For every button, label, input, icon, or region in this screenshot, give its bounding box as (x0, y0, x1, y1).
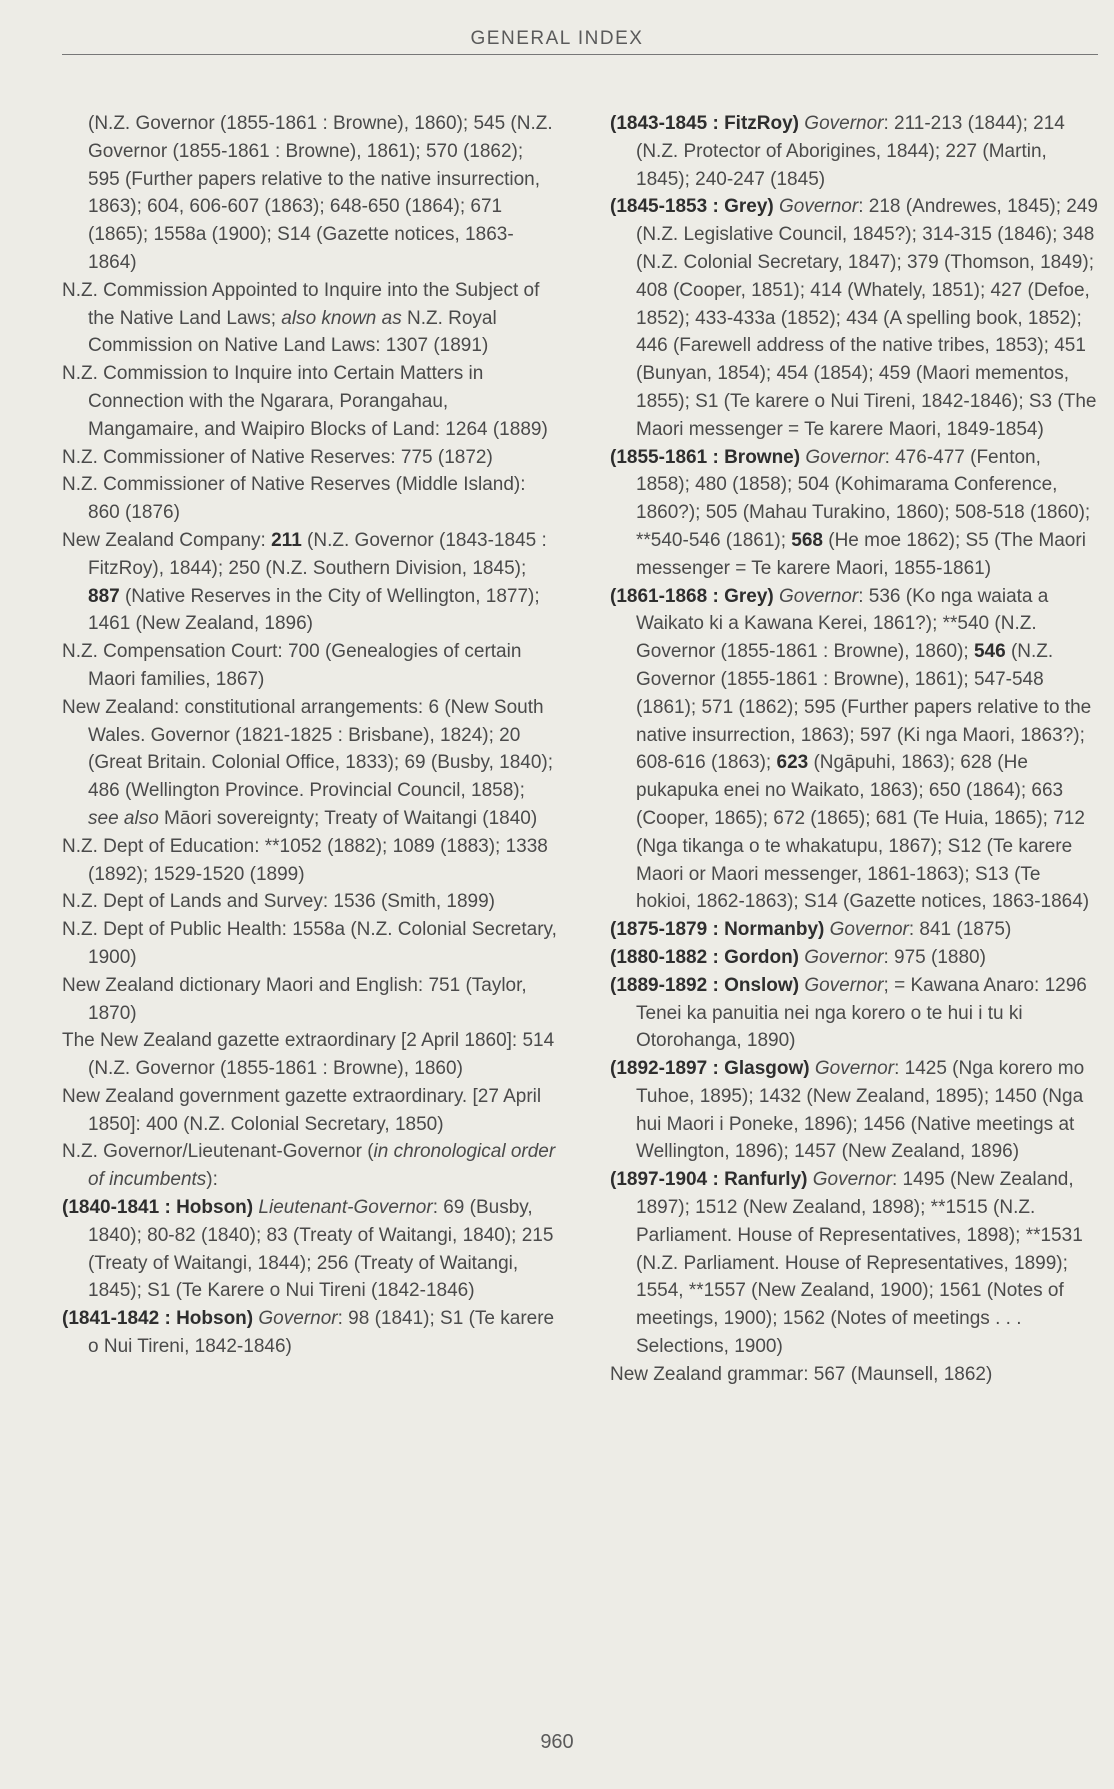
entry-italic-text: Governor (779, 585, 859, 607)
entry-text: N.Z. Commissioner of Native Reserves (Middle Island): 860 (1876) (62, 474, 526, 524)
entry-text: N.Z. Dept of Lands and Survey: 1536 (Smith, 1899) (62, 891, 496, 913)
entry-text: N.Z. Dept of Education: **1052 (1882); 1089 (1883); 1338 (1892); 1529-1520 (1899) (62, 835, 548, 885)
index-entry (610, 583, 1098, 917)
entry-text: : 98 (1841); S1 (Te karere o Nui Tireni, 1842-1846) (88, 1308, 555, 1358)
entry-text: : 476-477 (Fenton, 1858); 480 (1858); 504 (Kohimarama Conference, 1860?); 505 (Mahau Turakino, 1860); 508-518 (1860); **540-546 (1861); (636, 446, 1091, 551)
index-entry (62, 916, 560, 972)
entry-text: Māori sovereignty; Treaty of Waitangi (1840) (158, 807, 538, 829)
index-entry (610, 916, 1098, 944)
entry-text: N.Z. Compensation Court: 700 (Genealogies of certain Maori families, 1867) (62, 641, 522, 690)
index-column-right (610, 110, 1098, 1389)
entry-text: : 69 (Busby, 1840); 80-82 (1840); 83 (Treaty of Waitangi, 1840); 215 (Treaty of Waitangi, 1844); 256 (Treaty of Waitangi, 1845); S1 (Te Karere o Nui Tireni (1842-1846) (88, 1197, 554, 1302)
entry-text: N.Z. Dept of Public Health: 1558a (N.Z. Colonial Secretary, 1900) (62, 919, 557, 968)
index-entry (610, 1166, 1098, 1361)
entry-text: New Zealand: constitutional arrangements: 6 (New South Wales. Governor (1821-1825 : Brisbane), 1824); 20 (Great Britain. Colonial Office, 1833); 69 (Busby, 1840); 486 (Wellington Province. Provincial Council, 1858); (62, 696, 554, 802)
entry-text: N.Z. Governor/Lieutenant-Governor ( (62, 1141, 374, 1163)
index-entry (62, 1083, 560, 1139)
entry-italic-text: also known as (281, 307, 402, 329)
index-entry (62, 444, 560, 472)
entry-italic-text: Governor (804, 113, 884, 134)
index-entry (62, 277, 560, 360)
index-entry (62, 110, 560, 277)
entry-text: (N.Z. Governor (1855-1861 : Browne), 1860); 545 (N.Z. Governor (1855-1861 : Browne), 1861); 570 (1862); 595 (Further papers relative to the native insurrection, 1863); 604, 606-607 (1863); 648-650 (1864); 671 (1865); 1558a (1900); S14 (Gazette notices, 1863-1864) (88, 113, 553, 273)
entry-heading-bold: (1841-1842 : Hobson) (62, 1308, 254, 1330)
entry-italic-text: Governor (804, 974, 884, 996)
entry-heading-bold: 546 (973, 641, 1006, 663)
page-number: 960 (540, 1731, 574, 1753)
entry-text: New Zealand dictionary Maori and English: 751 (Taylor, 1870) (62, 974, 527, 1024)
index-entry (62, 471, 560, 527)
entry-italic-text: Governor (805, 446, 885, 468)
index-entry (62, 694, 560, 833)
index-entry (62, 833, 560, 889)
entry-italic-text: in chronological order of incumbents (88, 1141, 556, 1191)
entry-text: (N.Z. Governor (1843-1845 : FitzRoy), 1844); 250 (N.Z. Southern Division, 1845); (88, 529, 547, 579)
index-entry (610, 110, 1098, 193)
entry-heading-bold: (1889-1892 : Onslow) (610, 974, 800, 996)
entry-text: (N.Z. Governor (1855-1861 : Browne), 1861); 547-548 (1861); 571 (1862); 595 (Further papers relative to the native insurrection, 1863); 597 (Ki nga Maori, 1863?); 608-616 (1863); (636, 641, 1092, 774)
index-entry (62, 1194, 560, 1305)
entry-text: : 975 (1880) (883, 946, 986, 968)
entry-text: N.Z. Royal Commission on Native Land Laws: 1307 (1891) (88, 307, 497, 357)
index-entry (62, 888, 560, 916)
entry-text: ; = Kawana Anaro: 1296 Tenei ka panuitia nei nga korero o te hui i tu ki Otorohanga, 1890) (636, 974, 1087, 1052)
entry-italic-text: Governor (804, 946, 884, 968)
entry-text: : 218 (Andrewes, 1845); 249 (N.Z. Legislative Council, 1845?); 314-315 (1846); 348 (N.Z. Colonial Secretary, 1847); 379 (Thomson, 1849); 408 (Cooper, 1851); 414 (Whately, 1851); 427 (Defoe, 1852); 433-433a (1852); 434 (A spelling book, 1852); 446 (Farewell address of the native tribes, 1853); 451 (Bunyan, 1854); 454 (1854); 459 (Maori mementos, 1855); S1 (Te karere o Nui Tireni, 1842-1846); S3 (The Maori messenger = Te karere Maori, 1849-1854) (636, 196, 1098, 440)
entry-heading-bold: (1845-1853 : Grey) (610, 196, 774, 218)
index-entry (610, 193, 1098, 443)
header-rule (62, 54, 1098, 55)
entry-text: New Zealand government gazette extraordinary. [27 April 1850]: 400 (N.Z. Colonial Secretary, 1850) (62, 1085, 542, 1135)
index-entry (62, 1305, 560, 1361)
entry-italic-text: Governor (812, 1169, 892, 1191)
entry-heading-bold: 568 (791, 529, 823, 551)
entry-italic-text: Governor (829, 919, 909, 941)
entry-text: N.Z. Commissioner of Native Reserves: 775 (1872) (62, 446, 493, 468)
entry-text: N.Z. Commission Appointed to Inquire into the Subject of the Native Land Laws; (62, 279, 540, 329)
entry-heading-bold: (1855-1861 : Browne) (610, 446, 801, 468)
entry-text: N.Z. Commission to Inquire into Certain Matters in Connection with the Ngarara, Porangahau, Mangamaire, and Waipiro Blocks of Land: 1264 (1889) (62, 363, 548, 440)
entry-heading-bold: 623 (776, 752, 809, 774)
entry-italic-text: Governor (258, 1308, 338, 1330)
index-entry (610, 944, 1098, 972)
entry-text: (He moe 1862); S5 (The Maori messenger = Te karere Maori, 1855-1861) (636, 529, 1086, 579)
running-head: GENERAL INDEX (470, 28, 644, 49)
entry-text: (Native Reserves in the City of Wellington, 1877); 1461 (New Zealand, 1896) (88, 585, 540, 635)
entry-heading-bold: (1840-1841 : Hobson) (62, 1197, 254, 1219)
entry-text: : 536 (Ko nga waiata a Waikato ki a Kawana Kerei, 1861?); **540 (N.Z. Governor (1855-1861 : Browne), 1860); (636, 585, 1049, 663)
index-entry (62, 360, 560, 443)
index-entry (62, 972, 560, 1028)
entry-text: : 211-213 (1844); 214 (N.Z. Protector of Aborigines, 1844); 227 (Martin, 1845); 240-247 (1845) (636, 113, 1065, 190)
entry-text: : 1425 (Nga korero mo Tuhoe, 1895); 1432 (New Zealand, 1895); 1450 (Nga hui Maori i Poneke, 1896); 1456 (Native meetings at Wellington, 1896); 1457 (New Zealand, 1896) (636, 1058, 1085, 1163)
entry-heading-bold: 211 (271, 529, 302, 551)
entry-italic-text: Lieutenant-Governor (258, 1197, 433, 1219)
entry-text: New Zealand grammar: 567 (Maunsell, 1862) (610, 1363, 993, 1385)
index-entry (610, 1055, 1098, 1166)
index-entry (62, 1138, 560, 1194)
entry-text: : 841 (1875) (908, 919, 1012, 941)
entry-italic-text: Governor (814, 1058, 895, 1080)
index-entry (62, 638, 560, 694)
entry-heading-bold: 887 (88, 585, 120, 607)
entry-heading-bold: (1892-1897 : Glasgow) (610, 1058, 810, 1080)
entry-heading-bold: (1897-1904 : Ranfurly) (610, 1169, 808, 1191)
index-entry (610, 1361, 1098, 1389)
entry-italic-text: see also (88, 807, 159, 829)
entry-heading-bold: (1861-1868 : Grey) (610, 585, 774, 607)
entry-text: (Ngāpuhi, 1863); 628 (He pukapuka enei no Waikato, 1863); 650 (1864); 663 (Cooper, 1865); 672 (1865); 681 (Te Huia, 1865); 712 (Nga tikanga o te whakatupu, 1867); S12 (Te karere Maori or Maori messenger, 1861-1863); S13 (Te hokioi, 1862-1863); S14 (Gazette notices, 1863-1864) (636, 752, 1090, 913)
index-entry (610, 444, 1098, 583)
index-column-left (62, 110, 560, 1361)
entry-text: : 1495 (New Zealand, 1897); 1512 (New Zealand, 1898); **1515 (N.Z. Parliament. House of Representatives, 1898); **1531 (N.Z. Parliament. House of Representatives, 1899); 1554, **1557 (New Zealand, 1900); 1561 (Notes of meetings, 1900); 1562 (Notes of meetings . . . Selections, 1900) (636, 1169, 1083, 1358)
entry-text: The New Zealand gazette extraordinary [2 April 1860]: 514 (N.Z. Governor (1855-1861 : Browne), 1860) (62, 1030, 555, 1080)
index-entry (62, 1027, 560, 1083)
entry-heading-bold: (1880-1882 : Gordon) (610, 946, 799, 968)
entry-italic-text: Governor (779, 196, 859, 218)
index-entry (610, 972, 1098, 1055)
index-entry (62, 527, 560, 638)
entry-text: ): (206, 1169, 218, 1191)
entry-heading-bold: (1875-1879 : Normanby) (610, 919, 825, 941)
entry-heading-bold: (1843-1845 : FitzRoy) (610, 113, 800, 134)
entry-text: New Zealand Company: (62, 529, 272, 551)
